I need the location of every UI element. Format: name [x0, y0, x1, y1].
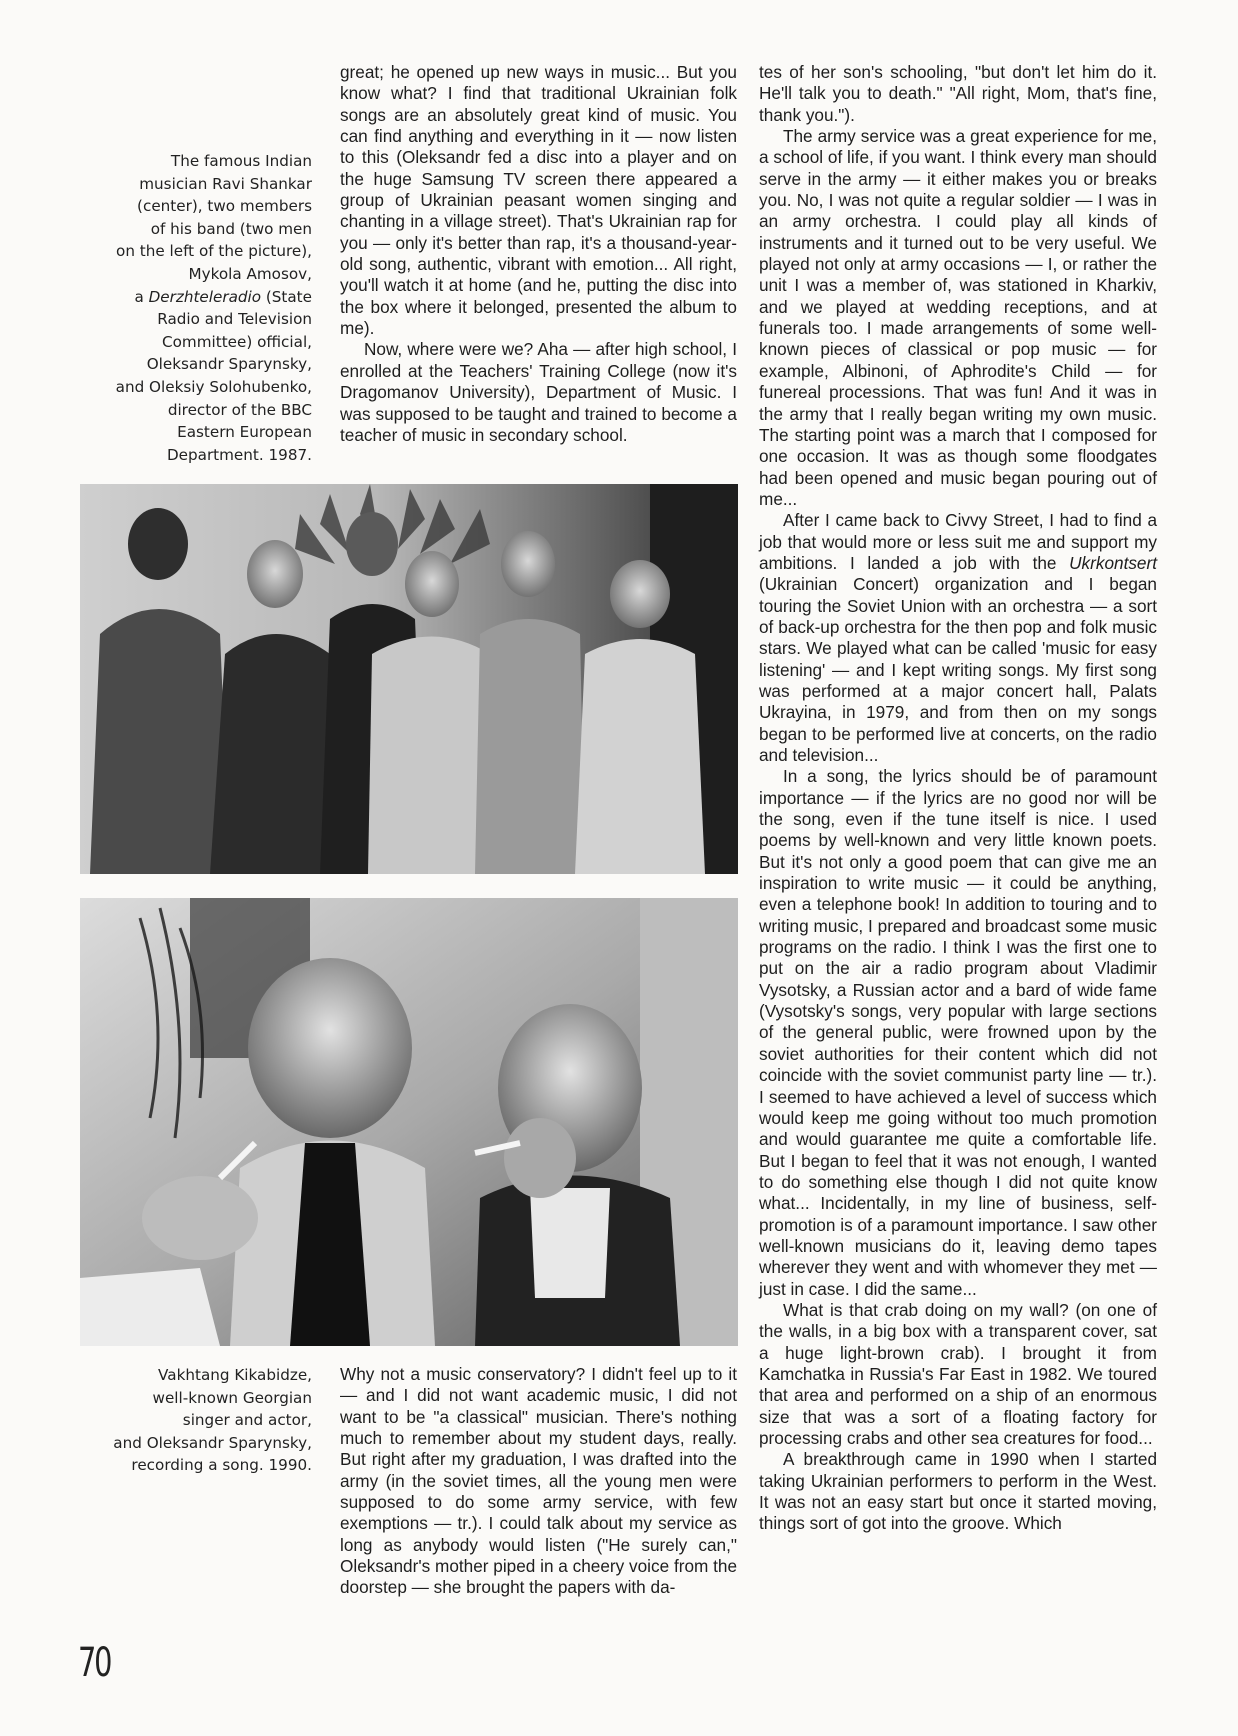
- caption-line: and Oleksandr Sparynsky,: [113, 1433, 312, 1452]
- paragraph: tes of her son's schooling, "but don't let him do it. He'll talk you to death." "All right, Mom, that's fine, thank you.").: [759, 62, 1157, 125]
- paragraph: What is that crab doing on my wall? (on one of the walls, in a big box with a transparent cover, sat a huge light-brown crab). I brought it from Kamchatka in Russia's Far East in 1982. We toured that area and performed on a ship of an enormous size that was a sort of a floating factory for processing crabs and other sea creatures for food...: [759, 1299, 1157, 1448]
- caption-line: singer and actor,: [182, 1411, 312, 1430]
- recording-photo-image: [80, 898, 738, 1346]
- text-column-middle-bottom: [340, 1364, 737, 1599]
- caption-line: (center), two members: [137, 197, 312, 216]
- caption-line: well-known Georgian: [152, 1388, 312, 1407]
- photo2-caption: [80, 1364, 312, 1477]
- caption-line: Eastern European: [177, 423, 312, 442]
- paragraph: great; he opened up new ways in music... But you know what? I find that traditional Ukrainian folk songs are an absolutely great kind of music. You can find anything and everything in it — now listen to this (Oleksandr fed a disc into a player and on the huge Samsung TV screen there appeared a group of Ukrainian peasant women singing and chanting in a village street). That's Ukrainian rap for you — only it's better than rap, it's a thousand-year-old song, authentic, vibrant with emotion... All right, you'll watch it at home (and he, putting the disc into the box where it belonged, presented the album to me).: [340, 62, 737, 339]
- page-number: 70: [78, 1640, 111, 1686]
- caption-line: [80, 286, 312, 309]
- paragraph: In a song, the lyrics should be of paramount importance — if the lyrics are no good nor will be the song, even if the tune itself is nice. I used poems by well-known and very little known poets. But it's not only a good poem that can give me an inspiration to write music — it could be anything, even a telephone book! In addition to touring and to writing music, I prepared and broadcast some music programs on the radio. I think I was the first one to put on the air a radio program about Vladimir Vysotsky, a Russian actor and a bard of wide fame (Vysotsky's songs, very popular with large sections of the general public, were frowned upon by the soviet authorities for their content which did not coincide with the soviet communist party line — tr.). I seemed to have achieved a level of success which would keep me going without too much promotion and would guarantee me quite a comfortable life. But I began to feel that it was not enough, I wanted to do something else though I did not quite know what... Incidentally, in my line of business, self-promotion is of a paramount importance. I saw other well-known musicians do it, leaving demo tapes wherever they went and with whomever they met — just in case. I did the same...: [759, 766, 1157, 1299]
- caption-line: Mykola Amosov,: [188, 264, 312, 283]
- group-photo-image: [80, 484, 738, 874]
- paragraph-text: (Ukrainian Concert) organization and I began touring the Soviet Union with an orchestra — a sort of back-up orchestra for the then pop and folk music stars. We played what can be called 'music for easy listening' — and I kept writing songs. My first song was performed at a major concert hall, Palats Ukrayina, in 1979, and from then on my songs began to be performed live at concerts, on the radio and television...: [759, 574, 1157, 765]
- text-column-middle-top: [340, 62, 737, 446]
- text-column-right: [759, 62, 1157, 1535]
- paragraph: A breakthrough came in 1990 when I started taking Ukrainian performers to perform in the West. It was not an easy start but once it started moving, things sort of got into the groove. Which: [759, 1449, 1157, 1534]
- recording-photo-1990: [80, 898, 738, 1346]
- caption-line: director of the BBC: [167, 400, 312, 419]
- caption-text: a: [134, 287, 149, 306]
- caption-line: Radio and Television: [157, 310, 312, 329]
- paragraph: [759, 510, 1157, 766]
- group-photo-1987: [80, 484, 738, 874]
- caption-line: recording a song. 1990.: [131, 1456, 312, 1475]
- caption-line: musician Ravi Shankar: [139, 174, 312, 193]
- caption-line: on the left of the picture),: [116, 242, 312, 261]
- caption-line: of his band (two men: [150, 219, 312, 238]
- caption-line: The famous Indian: [170, 152, 312, 170]
- caption-line: Oleksandr Sparynsky,: [146, 355, 312, 374]
- caption-line: Committee) official,: [162, 332, 312, 351]
- photo1-caption: [80, 150, 312, 466]
- caption-line: Department. 1987.: [166, 445, 312, 464]
- caption-line: and Oleksiy Solohubenko,: [115, 377, 312, 396]
- caption-text: (State: [261, 287, 312, 306]
- paragraph-text: After I came back to Civvy Street, I had to find a job that would more or less suit me and support my ambitions. I landed a job with the: [759, 510, 1157, 573]
- caption-emphasis: Derzhteleradio: [148, 287, 262, 306]
- paragraph: The army service was a great experience for me, a school of life, if you want. I think every man should serve in the army — it either makes you or breaks you. No, I was not quite a regular soldier — I was in an army orchestra. I could play all kinds of instruments and it turned out to be very useful. We played not only at army occasions — I, or rather the unit I was a member of, was stationed in Kharkiv, and we played at wedding receptions, and at funerals too. I made arrangements of some well-known pieces of classical or pop music — for example, Albinoni, of Aphrodite's Child — for funereal processions. That was fun! And it was in the army that I really began writing my own music. The starting point was a march that I composed for one occasion. It was as though some floodgates had been opened and music began pouring out of me...: [759, 126, 1157, 509]
- paragraph: Why not a music conservatory? I didn't feel up to it — and I did not want academic music, I did not want to be "a classical" musician. There's nothing much to remember about my student days, really. But right after my graduation, I was drafted into the army (in the soviet times, all the young men were supposed to do some army service, with few exemptions — tr.). I could talk about my service as long as anybody would listen ("He surely can," Oleksandr's mother piped in a cheery voice from the doorstep — she brought the papers with da-: [340, 1364, 737, 1598]
- organization-name: Ukrkontsert: [1069, 552, 1157, 573]
- caption-line: Vakhtang Kikabidze,: [158, 1366, 312, 1384]
- paragraph: Now, where were we? Aha — after high school, I enrolled at the Teachers' Training College (now it's Dragomanov University), Department of Music. I was supposed to be taught and trained to become a teacher of music in secondary school.: [340, 339, 737, 445]
